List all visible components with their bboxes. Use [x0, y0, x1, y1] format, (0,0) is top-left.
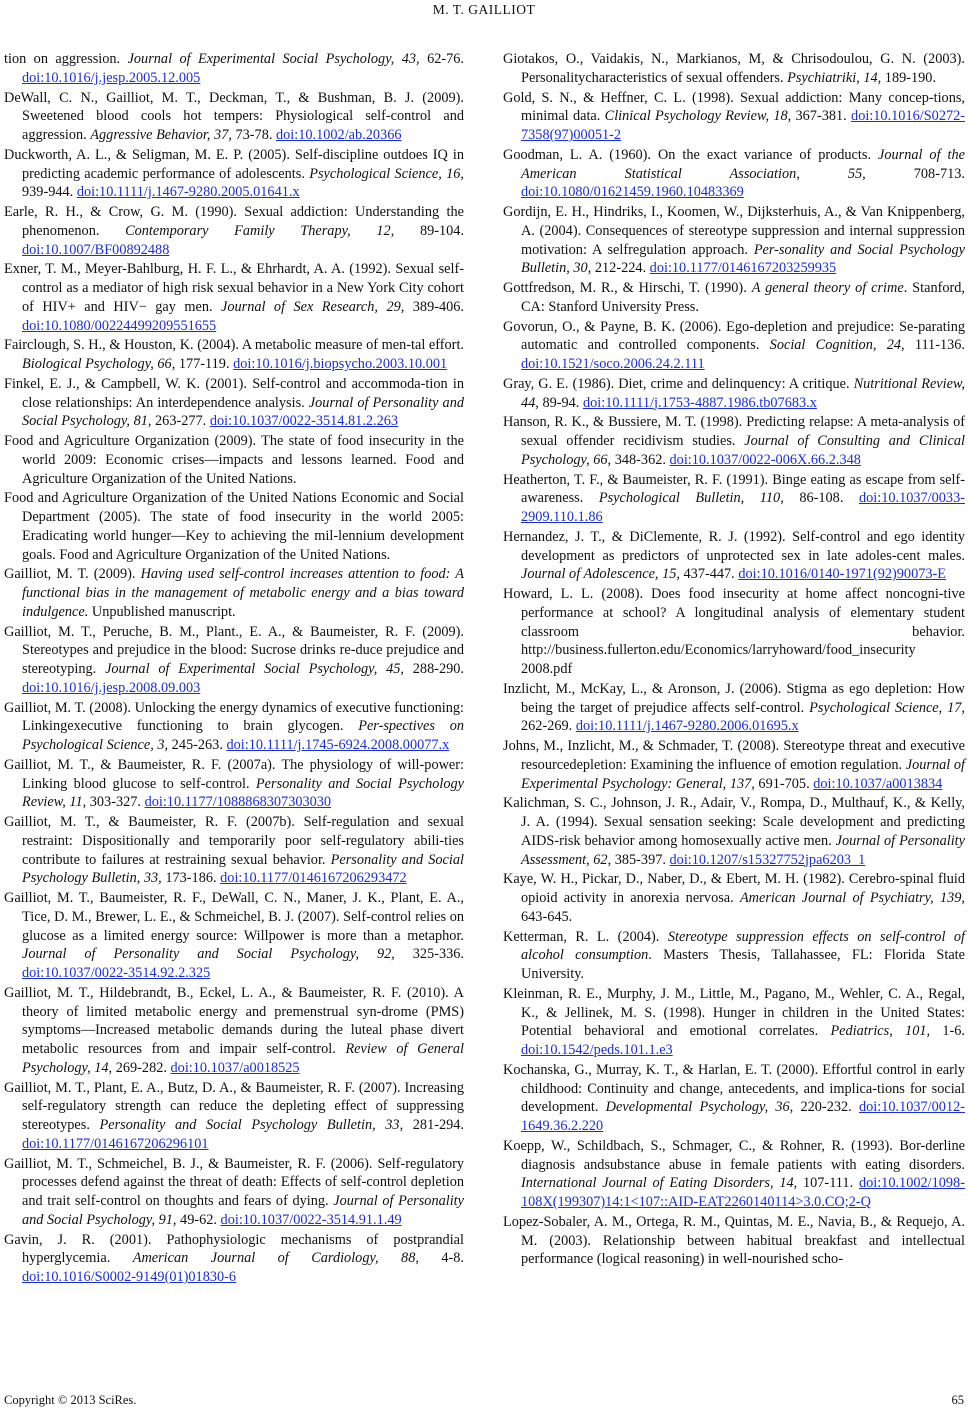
reference-entry: Gordijn, E. H., Hindriks, I., Koomen, W., Dijksterhuis, A., & Van Knippenberg, A. (2004). Consequences of stereotype suppression and internal suppression motivation: A selfregulation approach. Per-sonality and Social Psychology Bulletin, 30, 212-224. doi:10.1177/0146167203259935 [503, 204, 965, 277]
reference-entry: tion on aggression. Journal of Experimental Social Psychology, 43, 62-76. doi:10.1016/j.jesp.2005.12.005 [4, 51, 465, 86]
doi-link[interactable]: doi:10.1177/0146167206296101 [22, 1135, 209, 1152]
doi-link[interactable]: doi:10.1111/j.1745-6924.2008.00077.x [226, 737, 450, 753]
doi-link[interactable]: doi:10.1037/0022-006X.66.2.348 [669, 451, 861, 468]
doi-link[interactable]: doi:10.1002/ab.20366 [276, 127, 402, 143]
reference-entry: Kalichman, S. C., Johnson, J. R., Adair, V., Rompa, D., Multhauf, K., & Kelly, J. A. (1994). Sexual sensation seeking: Scale development and predicting AIDS-risk behavior among homosexually active men. Journal of Personality Assessment, 62, 385-397. doi:10.1207/s15327752jpa6203_1 [503, 795, 965, 868]
references-left-column [4, 50, 464, 1288]
doi-link[interactable]: doi:10.1016/S0002-9149(01)01830-6 [22, 1269, 237, 1285]
reference-entry: Govorun, O., & Payne, B. K. (2006). Ego-depletion and prejudice: Se-parating automatic and controlled components. Social Cognition, 24, 111-136. doi:10.1521/soco.2006.24.2.111 [503, 318, 965, 372]
doi-link[interactable]: doi:10.1016/S0272-7358(97)00051-2 [521, 108, 966, 143]
reference-entry: Exner, T. M., Meyer-Bahlburg, H. F. L., & Ehrhardt, A. A. (1992). Sexual self-control as a mediator of high risk sexual behavior in a New York City cohort of HIV+ and HIV− gay men. Journal of Sex Research, 29, 389-406. doi:10.1080/00224499209551655 [4, 261, 464, 334]
doi-link[interactable]: doi:10.1037/0022-3514.91.1.49 [220, 1211, 402, 1228]
reference-entry: Gailliot, M. T., Plant, E. A., Butz, D. A., & Baumeister, R. F. (2007). Increasing self-regulatory strength can reduce the depleting effect of suppressing stereotypes. Personality and Social Psychology Bulletin, 33, 281-294. doi:10.1177/0146167206296101 [4, 1079, 464, 1152]
doi-link[interactable]: doi:10.1037/0022-3514.92.2.325 [22, 965, 211, 981]
doi-link[interactable]: doi:10.1521/soco.2006.24.2.111 [521, 356, 705, 372]
reference-entry: Food and Agriculture Organization (2009). The state of food insecurity in the world 2009: Economic crises—impacts and lessons learned. Food and Agriculture Organization of the United Nations. [4, 433, 464, 487]
reference-entry: Kleinman, R. E., Murphy, J. M., Little, M., Pagano, M., Wehler, C. A., Regal, K., & Jellinek, M. S. (1998). Hunger in children in the United States: Potential behavioral and emotional correlates. Pediatrics, 101, 1-6. doi:10.1542/peds.101.1.e3 [503, 985, 965, 1058]
doi-link[interactable]: doi:10.1016/j.biopsycho.2003.10.001 [233, 356, 448, 372]
reference-entry: Gailliot, M. T. (2009). Having used self-control increases attention to food: A functional bias in the management of metabolic energy and a bias toward indulgence. Unpublished manuscript. [4, 566, 465, 620]
reference-entry: Hernandez, J. T., & DiClemente, R. J. (1992). Self-control and ego identity development as predictors of unprotected sex in late adoles-cent males. Journal of Adolescence, 15, 437-447. doi:10.1016/0140-1971(92)90073-E [503, 528, 965, 583]
reference-entry: Gailliot, M. T., Schmeichel, B. J., & Baumeister, R. F. (2006). Self-regulatory processes defend against the threat of death: Effects of self-control depletion and trait self-control on thoughts and fears of dying. Journal of Personality and Social Psychology, 91, 49-62. doi:10.1037/0022-3514.91.1.49 [4, 1155, 464, 1228]
reference-entry: Gavin, J. R. (2001). Pathophysiologic mechanisms of postprandial hyperglycemia. American Journal of Cardiology, 88, 4-8. doi:10.1016/S0002-9149(01)01830-6 [4, 1231, 464, 1285]
reference-entry: Kaye, W. H., Pickar, D., Naber, D., & Ebert, M. H. (1982). Cerebro-spinal fluid opioid activity in anorexia nervosa. American Journal of Psychiatry, 139, 643-645. [503, 871, 965, 925]
doi-link[interactable]: doi:10.1037/a0018525 [170, 1059, 300, 1076]
reference-entry: Gottfredson, M. R., & Hirschi, T. (1990). A general theory of crime. Stanford, CA: Stanford University Press. [503, 280, 965, 315]
reference-entry: Goodman, L. A. (1960). On the exact variance of products. Journal of the American Statistical Association, 55, 708-713. doi:10.1080/01621459.1960.10483369 [503, 146, 965, 201]
doi-link[interactable]: doi:10.1111/j.1753-4887.1986.tb07683.x [582, 394, 817, 411]
reference-entry: Gold, S. N., & Heffner, C. L. (1998). Sexual addiction: Many concep-tions, minimal data. Clinical Psychology Review, 18, 367-381. doi:10.1016/S0272-7358(97)00051-2 [503, 89, 966, 143]
reference-entry: Fairclough, S. H., & Houston, K. (2004). A metabolic measure of men-tal effort. Biological Psychology, 66, 177-119. doi:10.1016/j.biopsycho.2003.10.001 [4, 337, 464, 372]
doi-link[interactable]: doi:10.1080/01621459.1960.10483369 [521, 184, 744, 201]
doi-link[interactable]: doi:10.1111/j.1467-9280.2006.01695.x [575, 718, 799, 735]
page-number: 65 [951, 1393, 964, 1407]
reference-entry: Ketterman, R. L. (2004). Stereotype suppression effects on self-control of alcohol consumption. Masters Thesis, Tallahassee, FL: Florida State University. [503, 928, 966, 982]
reference-entry: Duckworth, A. L., & Seligman, M. E. P. (2005). Self-discipline outdoes IQ in predicting academic performance of adolescents. Psychological Science, 16, 939-944. doi:10.1111/j.1467-9280.2005.01641.x [4, 146, 464, 201]
reference-entry: DeWall, C. N., Gailliot, M. T., Deckman, T., & Bushman, B. J. (2009). Sweetened blood cools hot tempers: Physiological self-control and aggression. Aggressive Behavior, 37, 73-78. doi:10.1002/ab.20366 [4, 89, 464, 143]
doi-link[interactable]: doi:10.1002/1098-108X(199307)14:1<107::AID-EAT2260140114>3.0.CO;2-Q [521, 1175, 965, 1210]
reference-entry: Gailliot, M. T., & Baumeister, R. F. (2007a). The physiology of will-power: Linking blood glucose to self-control. Personality and Social Psychology Review, 11, 303-327. doi:10.1177/1088868307303030 [4, 756, 464, 811]
doi-link[interactable]: doi:10.1111/j.1467-9280.2005.01641.x [76, 184, 300, 201]
references-right-column [503, 50, 965, 1270]
doi-link[interactable]: doi:10.1207/s15327752jpa6203_1 [669, 851, 866, 868]
reference-entry: Finkel, E. J., & Campbell, W. K. (2001). Self-control and accommoda-tion in close relationships: An interdependence analysis. Journal of Personality and Social Psychology, 81, 263-277. doi:10.1037/0022-3514.81.2.263 [4, 375, 464, 430]
doi-link[interactable]: doi:10.1037/0022-3514.81.2.263 [209, 413, 399, 430]
doi-link[interactable]: doi:10.1016/0140-1971(92)90073-E [738, 566, 947, 583]
reference-entry: Gailliot, M. T. (2008). Unlocking the energy dynamics of executive functioning: Linkingexecutive functioning to brain glycogen. Per-spectives on Psychological Science, 3, 245-263. doi:10.1111/j.1745-6924.2008.00077.x [4, 699, 464, 753]
running-header: M. T. GAILLIOT [432, 2, 536, 17]
reference-entry: Giotakos, O., Vaidakis, N., Markianos, M, & Chrisodoulou, G. N. (2003). Personalitycharacteristics of sexual offenders. Psychiatriki, 14, 189-190. [503, 51, 965, 86]
reference-entry: Gailliot, M. T., & Baumeister, R. F. (2007b). Self-regulation and sexual restraint: Dispositionally and temporarily poor self-regulatory abili-ties contribute to failures at restraining sexual behavior. Personality and Social Psychology Bulletin, 33, 173-186. doi:10.1177/0146167206293472 [4, 814, 464, 887]
reference-entry: Gray, G. E. (1986). Diet, crime and delinquency: A critique. Nutritional Review, 44, 89-94. doi:10.1111/j.1753-4887.1986.tb07683.x [503, 375, 965, 411]
reference-entry: Food and Agriculture Organization of the United Nations Economic and Social Department (2005). The state of food insecurity in the world 2005: Eradicating world hunger—Key to achieving the mil-lennium development goals. Food and Agriculture Organization of the United Nations. [4, 490, 464, 563]
doi-link[interactable]: doi:10.1037/0012-1649.36.2.220 [521, 1099, 966, 1134]
doi-link[interactable]: doi:10.1542/peds.101.1.e3 [521, 1042, 673, 1058]
doi-link[interactable]: doi:10.1177/1088868307303030 [144, 794, 332, 811]
reference-entry: Hanson, R. K., & Bussiere, M. T. (1998). Predicting relapse: A meta-analysis of sexual offender recidivism studies. Journal of Consulting and Clinical Psychology, 66, 348-362. doi:10.1037/0022-006X.66.2.348 [503, 414, 965, 468]
reference-entry: Gailliot, M. T., Baumeister, R. F., DeWall, C. N., Maner, J. K., Plant, E. A., Tice, D. M., Brewer, L. E., & Schmeichel, B. J. (2007). Self-control relies on glucose as a limited energy source: Willpower is more than a metaphor. Journal of Personality and Social Psychology, 92, 325-336. doi:10.1037/0022-3514.92.2.325 [4, 890, 464, 981]
reference-entry: Gailliot, M. T., Hildebrandt, B., Eckel, L. A., & Baumeister, R. F. (2010). A theory of limited metabolic energy and premenstrual syn-drome (PMS) symptoms—Increased metabolic demands during the luteal phase divert metabolic resources from and impair self-control. Review of General Psychology, 14, 269-282. doi:10.1037/a0018525 [4, 984, 464, 1076]
doi-link[interactable]: doi:10.1080/00224499209551655 [22, 317, 217, 334]
doi-link[interactable]: doi:10.1177/0146167203259935 [649, 260, 837, 277]
reference-entry: Inzlicht, M., McKay, L., & Aronson, J. (2006). Stigma as ego depletion: How being the target of prejudice affects self-control. Psychological Science, 17, 262-269. doi:10.1111/j.1467-9280.2006.01695.x [503, 680, 965, 735]
reference-entry: Howard, L. L. (2008). Does food insecurity at home affect noncogni-tive performance at school? A longitudinal analysis of elementary student classroom behavior. http://business.fullerton.edu/Economics/larryhoward/food_insecurity 2008.pdf [503, 586, 965, 677]
doi-link[interactable]: doi:10.1177/0146167206293472 [220, 870, 407, 887]
reference-entry: Johns, M., Inzlicht, M., & Schmader, T. (2008). Stereotype threat and executive resourcedepletion: Examining the influence of emotion regulation. Journal of Experimental Psychology: General, 137, 691-705. doi:10.1037/a0013834 [503, 738, 966, 792]
doi-link[interactable]: doi:10.1037/0033-2909.110.1.86 [521, 490, 965, 525]
reference-entry: Gailliot, M. T., Peruche, B. M., Plant., E. A., & Baumeister, R. F. (2009). Stereotypes and prejudice in the blood: Sucrose drinks re-duce prejudice and stereotyping. Journal of Experimental Social Psychology, 45, 288-290. doi:10.1016/j.jesp.2008.09.003 [4, 623, 464, 696]
doi-link[interactable]: doi:10.1016/j.jesp.2008.09.003 [22, 679, 201, 696]
reference-entry: Kochanska, G., Murray, K. T., & Harlan, E. T. (2000). Effortful control in early childhood: Continuity and change, antecedents, and implica-tions for social development. Developmental Psychology, 36, 220-232. doi:10.1037/0012-1649.36.2.220 [503, 1061, 966, 1134]
reference-entry: Lopez-Sobaler, A. M., Ortega, R. M., Quintas, M. E., Navia, B., & Requejo, A. M. (2003). Relationship between habitual breakfast and intellectual performance (logical reasoning) in well-nourished scho- [503, 1213, 965, 1268]
doi-link[interactable]: doi:10.1037/a0013834 [813, 775, 943, 792]
doi-link[interactable]: doi:10.1016/j.jesp.2005.12.005 [22, 69, 201, 86]
copyright-footer: Copyright © 2013 SciRes. [4, 1393, 137, 1407]
reference-entry: Earle, R. H., & Crow, G. M. (1990). Sexual addiction: Understanding the phenomenon. Contemporary Family Therapy, 12, 89-104. doi:10.1007/BF00892488 [4, 204, 465, 258]
reference-entry: Koepp, W., Schildbach, S., Schmager, C., & Rohner, R. (1993). Bor-derline diagnosis andsubstance abuse in female patients with eating disorders. International Journal of Eating Disorders, 14, 107-111. doi:10.1002/1098-108X(199307)14:1<107::AID-EAT2260140114>3.0.CO;2-Q [503, 1137, 965, 1210]
reference-entry: Heatherton, T. F., & Baumeister, R. F. (1991). Binge eating as escape from self-awareness. Psychological Bulletin, 110, 86-108. doi:10.1037/0033-2909.110.1.86 [503, 471, 965, 525]
doi-link[interactable]: doi:10.1007/BF00892488 [22, 241, 170, 258]
